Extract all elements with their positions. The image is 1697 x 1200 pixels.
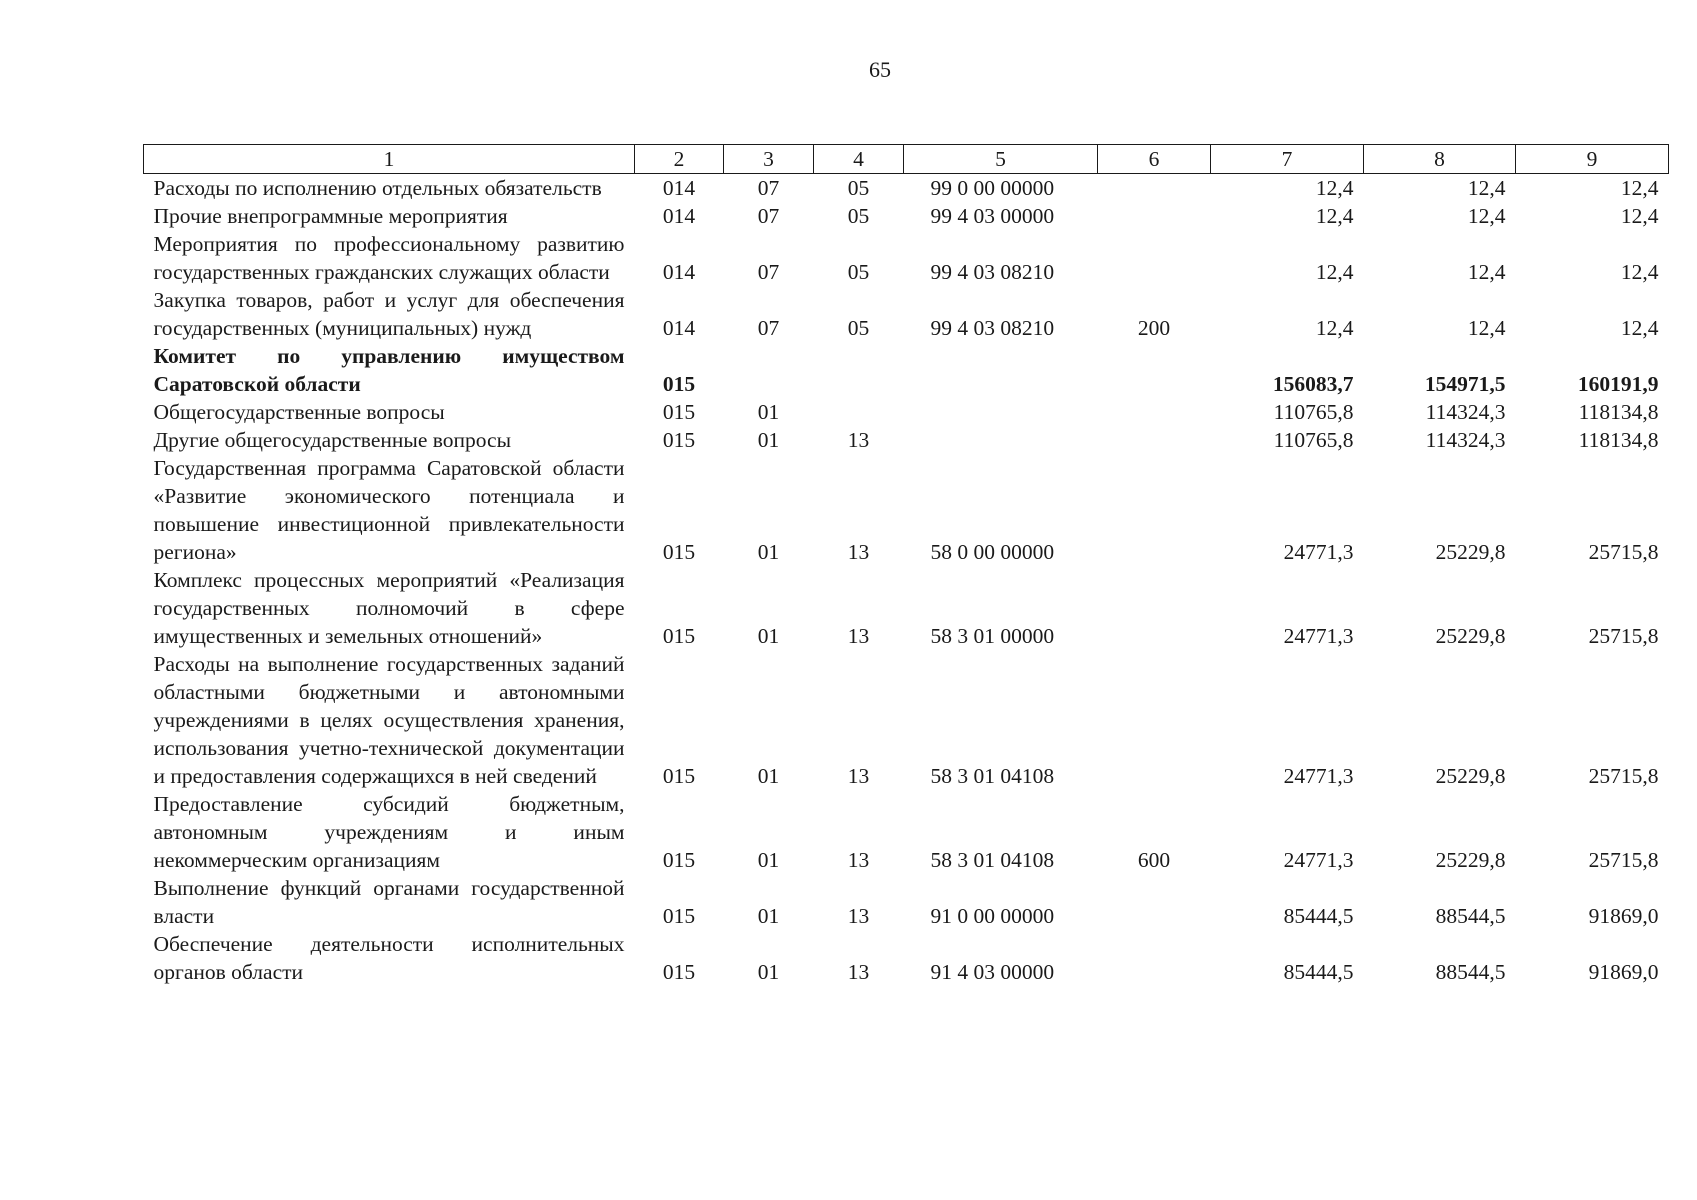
cell-ministry-code: 015 <box>662 960 696 984</box>
cell-amount-3: 25715,8 <box>1588 540 1659 564</box>
table-row <box>144 286 1669 342</box>
cell-amount-2: 154971,5 <box>1424 372 1506 396</box>
column-header: 8 <box>1364 145 1516 174</box>
cell-target-article: 99 4 03 08210 <box>930 260 1055 284</box>
row-name: Расходы на выполнение государственных заданий областными бюджетными и автономными учреждениями в целях осуществления хранения, использования учетно-технической документации и предоставления содержащихся в ней сведений <box>153 652 625 788</box>
cell-amount-2: 12,4 <box>1467 260 1506 284</box>
cell-expense-type <box>1098 230 1211 286</box>
cell-target-article: 99 4 03 00000 <box>930 204 1055 228</box>
cell-target-article: 58 3 01 04108 <box>930 764 1055 788</box>
table-body <box>144 174 1669 987</box>
cell-subsection-code <box>814 342 904 398</box>
cell-ministry-code: 015 <box>662 904 696 928</box>
cell-amount-1: 24771,3 <box>1283 764 1354 788</box>
cell-subsection-code <box>814 398 904 426</box>
row-name: Комитет по управлению имуществом Саратовской области <box>153 344 625 396</box>
cell-amount-1: 110765,8 <box>1273 400 1354 424</box>
cell-amount-3: 91869,0 <box>1588 904 1659 928</box>
cell-amount-1: 24771,3 <box>1283 848 1354 872</box>
table-row <box>144 174 1669 203</box>
table-row <box>144 230 1669 286</box>
cell-amount-1: 110765,8 <box>1273 428 1354 452</box>
cell-ministry-code: 015 <box>662 848 696 872</box>
cell-section-code: 07 <box>757 176 780 200</box>
cell-expense-type <box>1098 930 1211 986</box>
cell-subsection-code: 13 <box>847 764 870 788</box>
cell-ministry-code: 015 <box>662 764 696 788</box>
table-row <box>144 342 1669 398</box>
row-name: Расходы по исполнению отдельных обязательств <box>153 176 602 200</box>
table-row <box>144 790 1669 874</box>
cell-subsection-code: 13 <box>847 848 870 872</box>
row-name: Государственная программа Саратовской области «Развитие экономического потенциала и повышение инвестиционной привлекательности региона» <box>153 456 625 564</box>
cell-amount-2: 12,4 <box>1467 204 1506 228</box>
table-row <box>144 874 1669 930</box>
column-header: 4 <box>814 145 904 174</box>
row-name: Другие общегосударственные вопросы <box>153 428 512 452</box>
cell-target-article <box>904 426 1098 454</box>
cell-subsection-code: 05 <box>847 204 870 228</box>
cell-section-code: 01 <box>757 400 780 424</box>
cell-amount-3: 118134,8 <box>1578 428 1659 452</box>
cell-subsection-code: 05 <box>847 260 870 284</box>
cell-expense-type <box>1098 650 1211 790</box>
cell-amount-2: 25229,8 <box>1435 624 1506 648</box>
cell-expense-type <box>1098 426 1211 454</box>
cell-subsection-code: 13 <box>847 960 870 984</box>
cell-amount-1: 12,4 <box>1315 204 1354 228</box>
cell-expense-type <box>1098 454 1211 566</box>
table-row <box>144 398 1669 426</box>
cell-section-code: 01 <box>757 848 780 872</box>
column-header: 1 <box>144 145 635 174</box>
row-name: Мероприятия по профессиональному развитию государственных гражданских служащих области <box>153 232 625 284</box>
cell-amount-1: 12,4 <box>1315 316 1354 340</box>
cell-amount-3: 25715,8 <box>1588 848 1659 872</box>
cell-expense-type <box>1098 874 1211 930</box>
budget-table <box>143 144 1669 986</box>
row-name: Прочие внепрограммные мероприятия <box>153 204 508 228</box>
cell-subsection-code: 05 <box>847 316 870 340</box>
column-header: 5 <box>904 145 1098 174</box>
cell-amount-3: 160191,9 <box>1577 372 1659 396</box>
cell-subsection-code: 13 <box>847 624 870 648</box>
cell-amount-2: 114324,3 <box>1425 428 1506 452</box>
cell-ministry-code: 015 <box>662 540 696 564</box>
column-header: 2 <box>635 145 724 174</box>
cell-target-article: 58 3 01 00000 <box>930 624 1055 648</box>
cell-expense-type: 600 <box>1137 848 1171 872</box>
cell-section-code: 01 <box>757 904 780 928</box>
cell-section-code: 07 <box>757 316 780 340</box>
cell-amount-3: 12,4 <box>1620 260 1659 284</box>
row-name: Выполнение функций органами государственной власти <box>153 876 625 928</box>
cell-ministry-code: 014 <box>662 176 696 200</box>
cell-amount-2: 88544,5 <box>1435 904 1506 928</box>
cell-subsection-code: 05 <box>847 176 870 200</box>
cell-target-article <box>904 342 1098 398</box>
cell-amount-2: 25229,8 <box>1435 540 1506 564</box>
table-header-row <box>144 145 1669 174</box>
cell-ministry-code: 015 <box>662 372 696 396</box>
page-number: 65 <box>869 57 891 82</box>
cell-ministry-code: 014 <box>662 204 696 228</box>
cell-target-article <box>904 398 1098 426</box>
cell-expense-type <box>1098 342 1211 398</box>
cell-amount-1: 12,4 <box>1315 260 1354 284</box>
cell-section-code <box>724 342 814 398</box>
cell-section-code: 01 <box>757 764 780 788</box>
cell-ministry-code: 014 <box>662 316 696 340</box>
cell-section-code: 01 <box>757 624 780 648</box>
cell-amount-1: 24771,3 <box>1283 624 1354 648</box>
row-name: Комплекс процессных мероприятий «Реализация государственных полномочий в сфере имущественных и земельных отношений» <box>153 568 625 648</box>
cell-subsection-code: 13 <box>847 428 870 452</box>
table-row <box>144 650 1669 790</box>
column-header: 3 <box>724 145 814 174</box>
cell-expense-type <box>1098 566 1211 650</box>
cell-amount-2: 25229,8 <box>1435 764 1506 788</box>
cell-amount-3: 118134,8 <box>1578 400 1659 424</box>
cell-amount-2: 12,4 <box>1467 176 1506 200</box>
cell-target-article: 58 3 01 04108 <box>930 848 1055 872</box>
cell-amount-1: 85444,5 <box>1283 904 1354 928</box>
cell-section-code: 07 <box>757 260 780 284</box>
table-row <box>144 202 1669 230</box>
cell-expense-type <box>1098 202 1211 230</box>
row-name: Предоставление субсидий бюджетным, автономным учреждениям и иным некоммерческим организациям <box>153 792 625 872</box>
table-row <box>144 454 1669 566</box>
column-header: 6 <box>1098 145 1211 174</box>
cell-target-article: 91 4 03 00000 <box>930 960 1055 984</box>
table-row <box>144 930 1669 986</box>
cell-target-article: 58 0 00 00000 <box>930 540 1055 564</box>
cell-section-code: 07 <box>757 204 780 228</box>
row-name: Обеспечение деятельности исполнительных органов области <box>153 932 625 984</box>
cell-section-code: 01 <box>757 960 780 984</box>
column-header: 7 <box>1211 145 1364 174</box>
table-row <box>144 566 1669 650</box>
column-header: 9 <box>1516 145 1669 174</box>
cell-ministry-code: 015 <box>662 428 696 452</box>
cell-ministry-code: 014 <box>662 260 696 284</box>
cell-amount-1: 12,4 <box>1315 176 1354 200</box>
cell-section-code: 01 <box>757 428 780 452</box>
cell-target-article: 91 0 00 00000 <box>930 904 1055 928</box>
cell-ministry-code: 015 <box>662 624 696 648</box>
cell-amount-2: 12,4 <box>1467 316 1506 340</box>
cell-amount-3: 25715,8 <box>1588 624 1659 648</box>
cell-amount-1: 156083,7 <box>1272 372 1354 396</box>
cell-amount-1: 24771,3 <box>1283 540 1354 564</box>
cell-amount-3: 25715,8 <box>1588 764 1659 788</box>
cell-target-article: 99 0 00 00000 <box>930 176 1055 200</box>
row-name: Общегосударственные вопросы <box>153 400 445 424</box>
cell-expense-type <box>1098 174 1211 203</box>
cell-section-code: 01 <box>757 540 780 564</box>
row-name: Закупка товаров, работ и услуг для обеспечения государственных (муниципальных) нужд <box>153 288 625 340</box>
cell-subsection-code: 13 <box>847 904 870 928</box>
cell-amount-3: 12,4 <box>1620 204 1659 228</box>
cell-amount-3: 12,4 <box>1620 316 1659 340</box>
cell-subsection-code: 13 <box>847 540 870 564</box>
cell-amount-2: 88544,5 <box>1435 960 1506 984</box>
cell-amount-2: 25229,8 <box>1435 848 1506 872</box>
cell-amount-2: 114324,3 <box>1425 400 1506 424</box>
cell-amount-3: 91869,0 <box>1588 960 1659 984</box>
cell-target-article: 99 4 03 08210 <box>930 316 1055 340</box>
cell-expense-type <box>1098 398 1211 426</box>
table-row <box>144 426 1669 454</box>
cell-amount-1: 85444,5 <box>1283 960 1354 984</box>
cell-ministry-code: 015 <box>662 400 696 424</box>
cell-expense-type: 200 <box>1137 316 1171 340</box>
cell-amount-3: 12,4 <box>1620 176 1659 200</box>
